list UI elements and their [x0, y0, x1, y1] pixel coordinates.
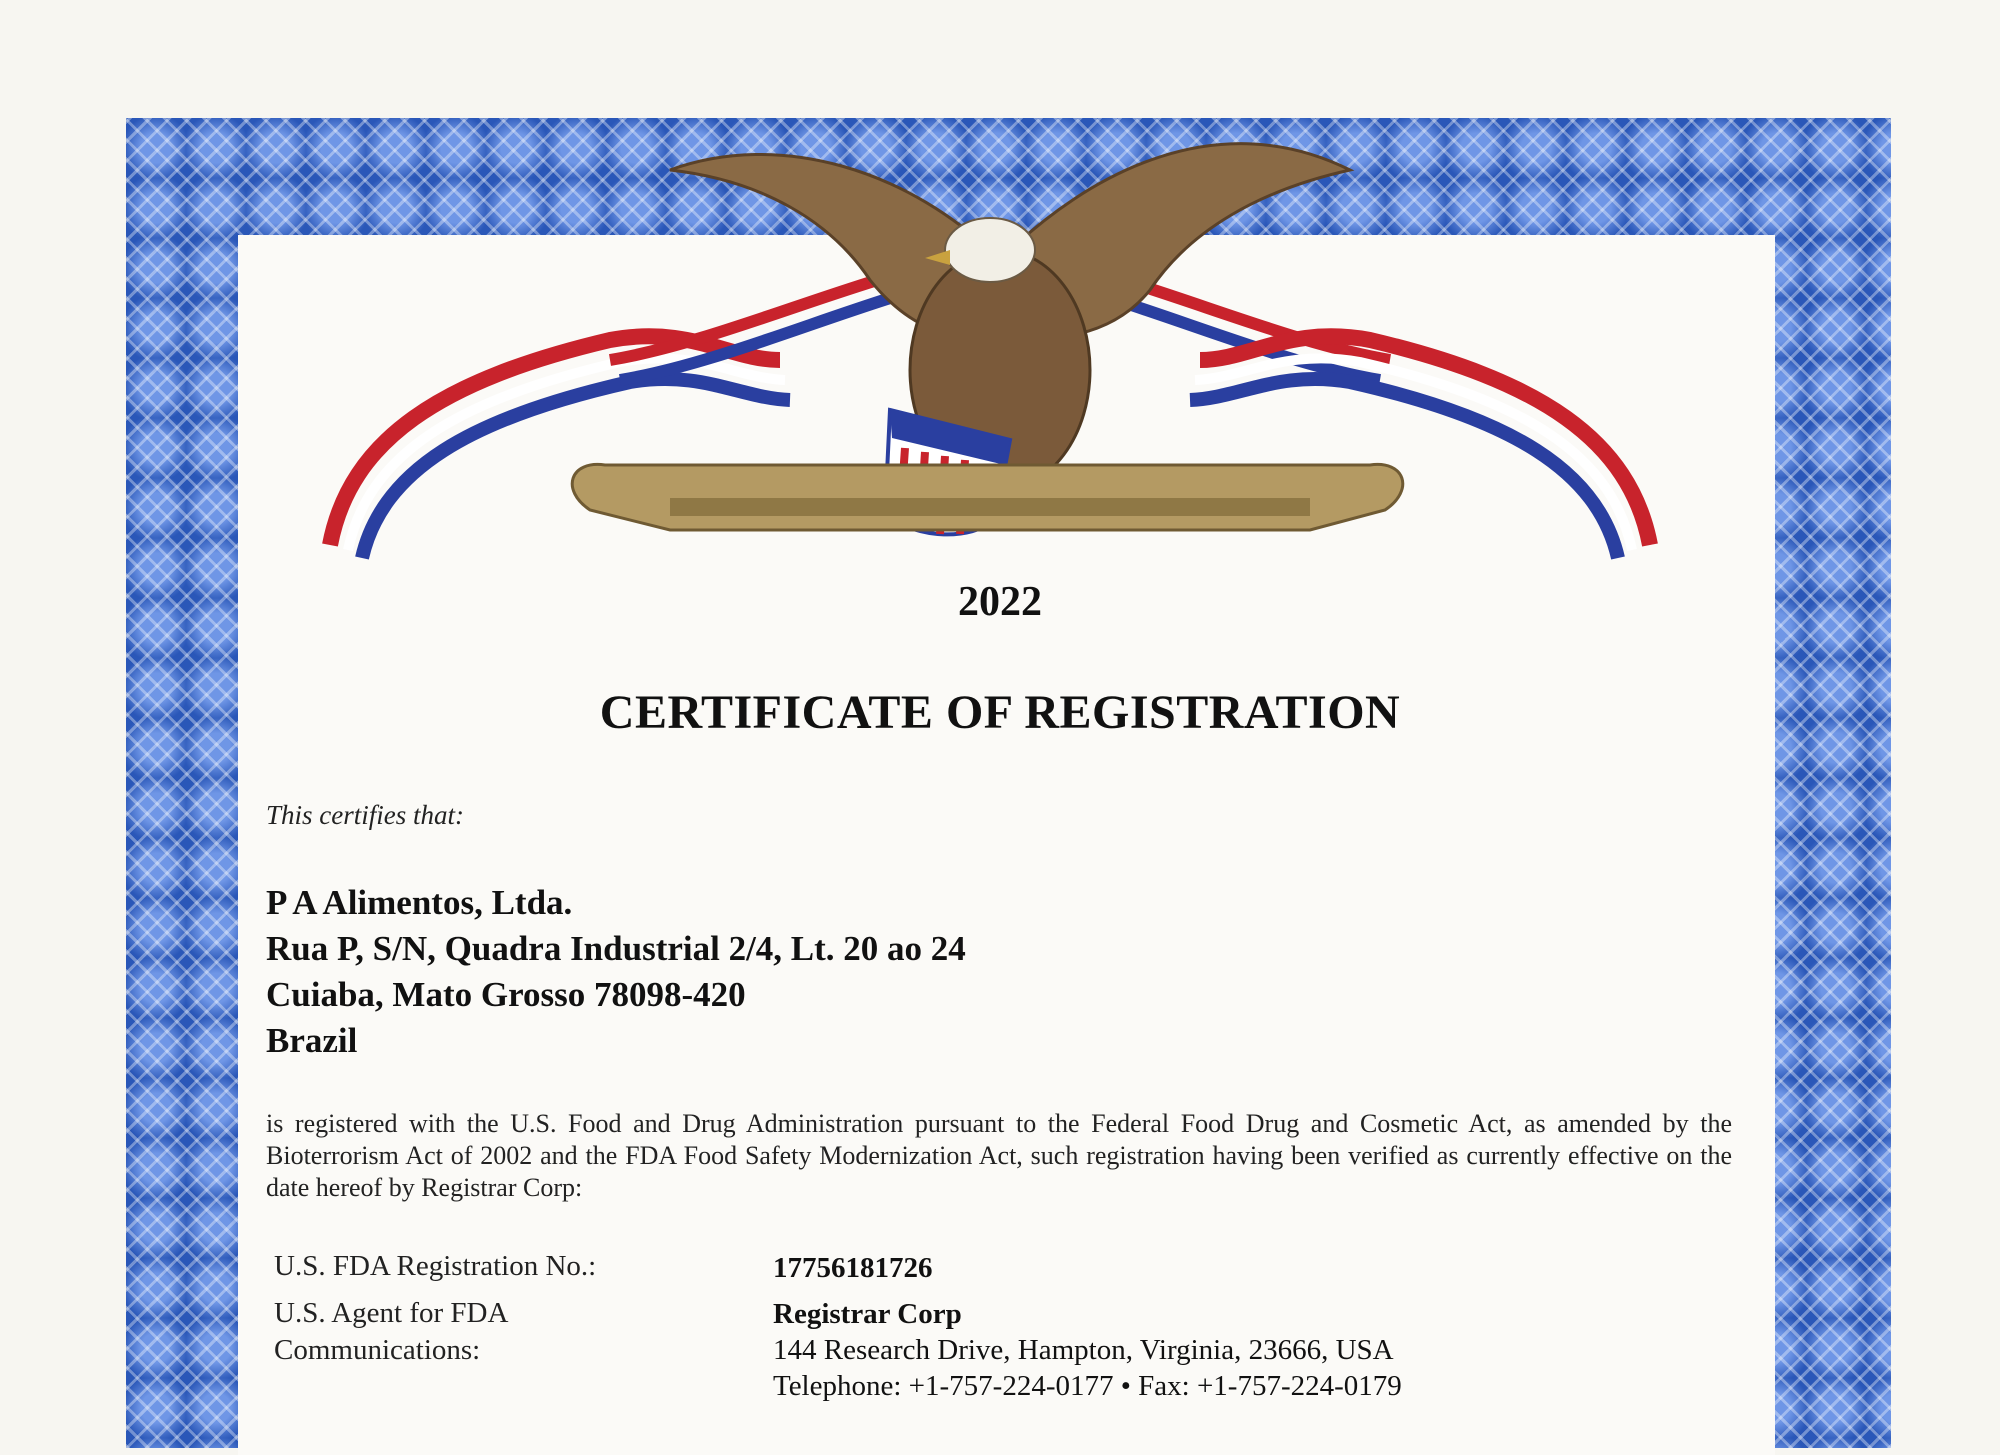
- agent-name: Registrar Corp: [773, 1298, 962, 1330]
- intro-text: This certifies that:: [266, 800, 464, 830]
- registrant-country: Brazil: [266, 1021, 358, 1060]
- agent-label-line2: Communications:: [274, 1334, 481, 1366]
- registration-number-label: U.S. FDA Registration No.:: [274, 1250, 597, 1282]
- registrant-address: [266, 880, 966, 1064]
- registrant-street: Rua P, S/N, Quadra Industrial 2/4, Lt. 20 ao 24: [266, 929, 966, 968]
- registration-statement: is registered with the U.S. Food and Drug Administration pursuant to the Federal Food Drug and Cosmetic Act, as amended by the Bioterrorism Act of 2002 and the FDA Food Safety Modernization Act, such registration having been verified as currently effective on the date hereof by Registrar Corp:: [266, 1109, 1732, 1202]
- registration-number: 17756181726: [773, 1252, 933, 1284]
- certificate-title: CERTIFICATE OF REGISTRATION: [599, 686, 1401, 739]
- registrant-city: Cuiaba, Mato Grosso 78098-420: [266, 975, 746, 1014]
- registrant-name: P A Alimentos, Ltda.: [266, 883, 573, 922]
- certificate-year: 2022: [958, 579, 1042, 625]
- agent-phone: Telephone: +1-757-224-0177 • Fax: +1-757-224-0179: [773, 1370, 1402, 1402]
- agent-address: 144 Research Drive, Hampton, Virginia, 23666, USA: [773, 1334, 1394, 1366]
- agent-label-line1: U.S. Agent for FDA: [274, 1297, 509, 1329]
